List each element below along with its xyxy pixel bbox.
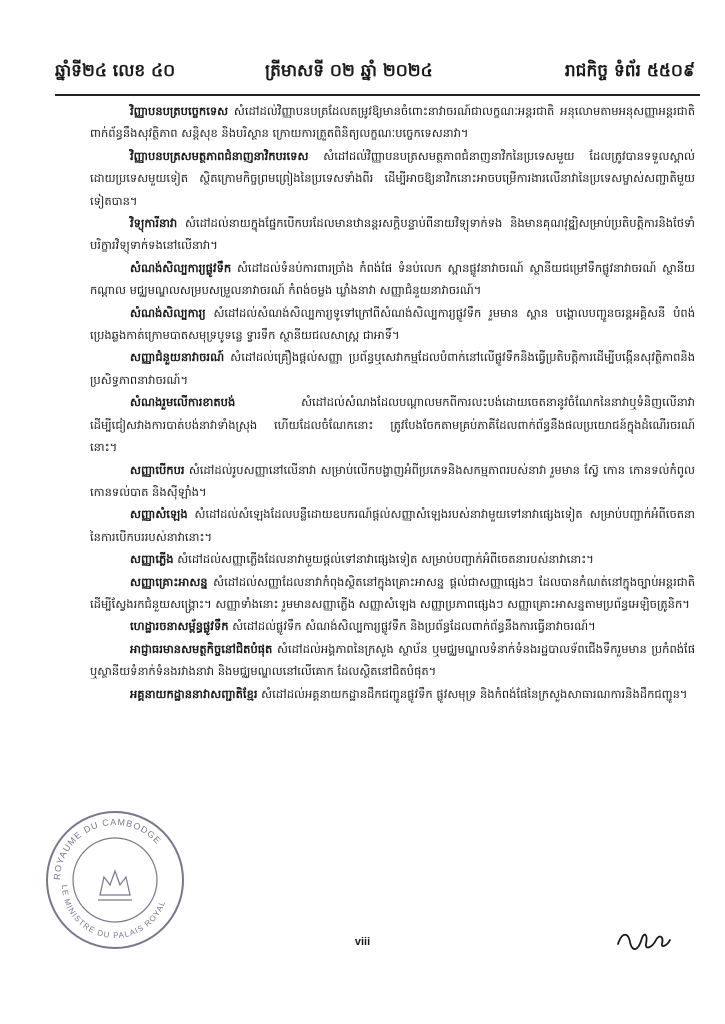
defined-term: ហេដ្ឋារចនាសម្ព័ន្ធផ្លូវទឹក	[130, 619, 229, 634]
definition-text: សំដៅដល់រូបសញ្ញានៅលើនាវា សម្រាប់លើកបង្ហាញអំពីប្រភេទនិងសកម្មភាពរបស់នាវា រួមមាន ស្វ៊ែ កោន កោនទល់កំពូល កោនទល់បាត និងស៊ីឡាំង។	[90, 462, 695, 499]
defined-term: វិញ្ញាបនបត្របច្ចេកទេស	[130, 104, 229, 118]
definition-text: សំដៅដល់សំឡេងដែលបន្លឺដោយឧបករណ៍ផ្តល់សញ្ញាសំឡេងរបស់នាវាមួយទៅនាវាផ្សេងទៀត សម្រាប់បញ្ជាក់អំពីចេតនានៃការបើកបររបស់នាវានោះ។	[90, 507, 695, 544]
svg-text:LE MINISTRE DU PALAIS ROYAL	[60, 885, 167, 940]
defined-term: សញ្ញាគ្រោះអាសន្ន	[130, 574, 208, 589]
royal-seal-stamp	[40, 805, 190, 955]
definition-text: សំដៅដល់សញ្ញាភ្លើងដែលនាវាមួយផ្តល់ទៅនាវាផ្សេងទៀត សម្រាប់បញ្ជាក់អំពីចេតនារបស់នាវានោះ។	[173, 552, 594, 567]
handwritten-initials	[614, 924, 674, 956]
defined-term: សញ្ញាបើកបរ	[130, 462, 185, 477]
definition-text: សំដៅដល់អង្គភាពនៃក្រសួង ស្ថាប័ន ឬមជ្ឈមណ្ឌលទំនាក់ទំនងរដ្ឋបាលទ័ពជើងទឹករួមមាន ប្រកំពង់ផែ ឬស្ថានីយទំនាក់ទំនងរវាងនាវា និងមជ្ឈមណ្ឌលនៅលើគោក ដែលស្ថិតនៅជិតបំផុត។	[90, 641, 695, 679]
defined-term: វិញ្ញាបនបត្រសមត្ថភាពជំនាញនាវិកបរទេស	[130, 148, 309, 163]
definition-paragraph	[90, 615, 695, 637]
defined-term: វិទ្យុការីនាវា	[130, 216, 178, 231]
page-number: viii	[354, 936, 371, 948]
definition-text: សំដៅដល់ផ្លូវទឹក សំណង់សិល្បការ្យផ្លូវទឹក និងប្រព័ន្ធដែលពាក់ព័ន្ធនឹងការធ្វើនាវាចរណ៍។	[228, 619, 596, 634]
definition-text: សំដៅដល់វិញ្ញាបនបត្រសមត្ថភាពជំនាញនាវិកនៃប្រទេសមួយ ដែលត្រូវបានទទួលស្គាល់ដោយប្រទេសមួយទៀត ស្ថិតក្រោមកិច្ចព្រមព្រៀងនៃប្រទេសទាំងពីរ ដើម្បីអាចឱ្យនាវិកនោះអាចបម្រើការងារលើនាវានៃប្រទេសម្ចាស់សញ្ជាតិមួយទៀតបាន។	[90, 148, 695, 208]
header-rule	[55, 94, 700, 96]
defined-term: សំណងរួមលើការខាតបង់	[130, 395, 236, 410]
definition-text: សំដៅដល់អគ្គនាយកដ្ឋានដឹកជញ្ជូនផ្លូវទឹក ផ្លូវសមុទ្រ និងកំពង់ផែនៃក្រសួងសាធារណការនិងដឹកជញ្ជូន។	[257, 686, 688, 701]
definitions-body	[90, 100, 695, 705]
definition-paragraph	[90, 571, 695, 616]
definition-paragraph	[90, 302, 695, 347]
definition-paragraph	[90, 683, 695, 705]
definition-text: សំដៅដល់វិញ្ញាបនបត្រដែលតម្រូវឱ្យមានចំពោះនាវាចរណ៍ជាលក្ខណៈអន្តរជាតិ អនុលោមតាមអនុសញ្ញាអន្តរជាតិពាក់ព័ន្ធនឹងសុវត្ថិភាព សន្តិសុខ និងបរិស្ថាន ក្រោយការត្រួតពិនិត្យលក្ខណៈបច្ចេកទេសនាវា។	[90, 104, 695, 141]
header-volume-issue: ឆ្នាំទី២៤ លេខ ៤០	[55, 61, 176, 81]
seal-top-text: ROYAUME DU CAMBODGE	[51, 816, 164, 881]
seal-bottom-text: LE MINISTRE DU PALAIS ROYAL	[59, 884, 168, 941]
definition-text: សំដៅដល់សញ្ញាដែលនាវាកំពុងស្ថិតនៅក្នុងគ្រោះអាសន្ន ផ្តល់ជាសញ្ញាផ្សេងៗ ដែលបានកំណត់នៅក្នុងច្បាប់អន្តរជាតិ ដើម្បីស្វែងរកជំនួយសង្គ្រោះ។ សញ្ញាទាំងនោះ រួមមានសញ្ញាភ្លើង សញ្ញាសំឡេង សញ្ញាប្រភាពផ្សេងៗ សញ្ញាគ្រោះអាសន្នតាមប្រព័ន្ធអេឡិចត្រូនិក។	[90, 574, 695, 611]
crown-emblem	[98, 871, 132, 900]
definition-paragraph	[90, 346, 695, 391]
defined-term: សញ្ញាសំឡេង	[130, 507, 188, 522]
defined-term: អគ្គនាយកដ្ឋាននាវាសញ្ជាតិខ្មែរ	[130, 686, 258, 701]
definition-paragraph	[90, 100, 695, 145]
definition-text: សំដៅដល់ទំនប់ការពារច្រាំង កំពង់ផែ ទំនប់លេក ស្ពានផ្លូវនាវាចរណ៍ ស្ថានីយជម្រៅទឹកផ្លូវនាវាចរណ៍ ស្ថានីយកណ្តាល មជ្ឈមណ្ឌលសម្របសម្រួលនាវាចរណ៍ កំពង់ចម្លង ឃ្លាំងនាវា សញ្ញាជំនួយនាវាចរណ៍។	[90, 260, 695, 298]
definition-paragraph	[90, 145, 695, 212]
definition-text: សំដៅដល់សំណង់សិល្បការ្យទូទៅក្រៅពីសំណង់សិល្បការ្យផ្លូវទឹក រួមមាន ស្ពាន បង្គោលបញ្ជូនចរន្តអគ្គិសនី បំពង់ប្រេងឆ្លងកាត់ក្រោមបាតសមុទ្របូទន្លេ ទ្វារទឹក ស្ថានីយជលសាស្ត្រ ជាអាទិ៍។	[90, 305, 695, 343]
header-gazette-page: រាជកិច្ច ទំព័រ ៥៥០៩	[564, 61, 695, 81]
defined-term: សំណង់សិល្បការ្យ	[130, 305, 206, 320]
definition-paragraph	[90, 212, 695, 257]
definition-paragraph	[90, 638, 695, 683]
defined-term: អាជ្ញាធរមានសមត្ថកិច្ចនៅជិតបំផុត	[130, 641, 273, 656]
definition-paragraph	[90, 548, 695, 570]
defined-term: សញ្ញាភ្លើង	[130, 552, 174, 567]
definition-paragraph	[90, 459, 695, 504]
definition-text: សំដៅដល់សំណងដែលបណ្តាលមកពីការលះបង់ដោយចេតនានូវចំណែកនៃនាវាឬទំនិញលើនាវា ដើម្បីជៀសវាងការបាត់បង់នាវាទាំងស្រុង ហើយដែលចំណែកនោះ ត្រូវបែងចែកតាមគ្រប់ភាគីដែលពាក់ព័ន្ធនឹងផលប្រយោជន៍ក្នុងដំណើរចរណ៍នោះ។	[90, 395, 695, 455]
definition-text: សំដៅដល់គ្រឿងផ្តល់សញ្ញា ប្រព័ន្ធឬសេវាកម្មដែលបំពាក់នៅលើផ្លូវទឹកនិងធ្វើប្រតិបត្តិការដើម្បីបង្កើនសុវត្ថិភាពនិងប្រសិទ្ធភាពនាវាចរណ៍។	[90, 350, 695, 387]
definition-paragraph	[90, 257, 695, 302]
svg-text:ROYAUME DU CAMBODGE	[52, 817, 163, 880]
definition-paragraph	[90, 503, 695, 548]
page-header	[55, 56, 695, 96]
defined-term: សំណង់សិល្បការ្យផ្លូវទឹក	[130, 260, 232, 275]
definition-paragraph	[90, 391, 695, 458]
defined-term: សញ្ញាជំនួយនាវាចរណ៍	[130, 350, 225, 365]
definition-text: សំដៅដល់នាយក្នុងផ្នែកបើកបរដែលមានឋានន្តរសក្តិបន្ទាប់ពីនាយវិទ្យុទាក់ទង និងមានគុណវុឌ្ឍិសម្រាប់ប្រតិបត្តិការនិងថែទាំបរិក្ខារវិទ្យុទាក់ទងនៅលើនាវា។	[90, 216, 695, 253]
header-quarter-year: ត្រីមាសទី ០២ ឆ្នាំ ២០២៤	[265, 61, 433, 81]
